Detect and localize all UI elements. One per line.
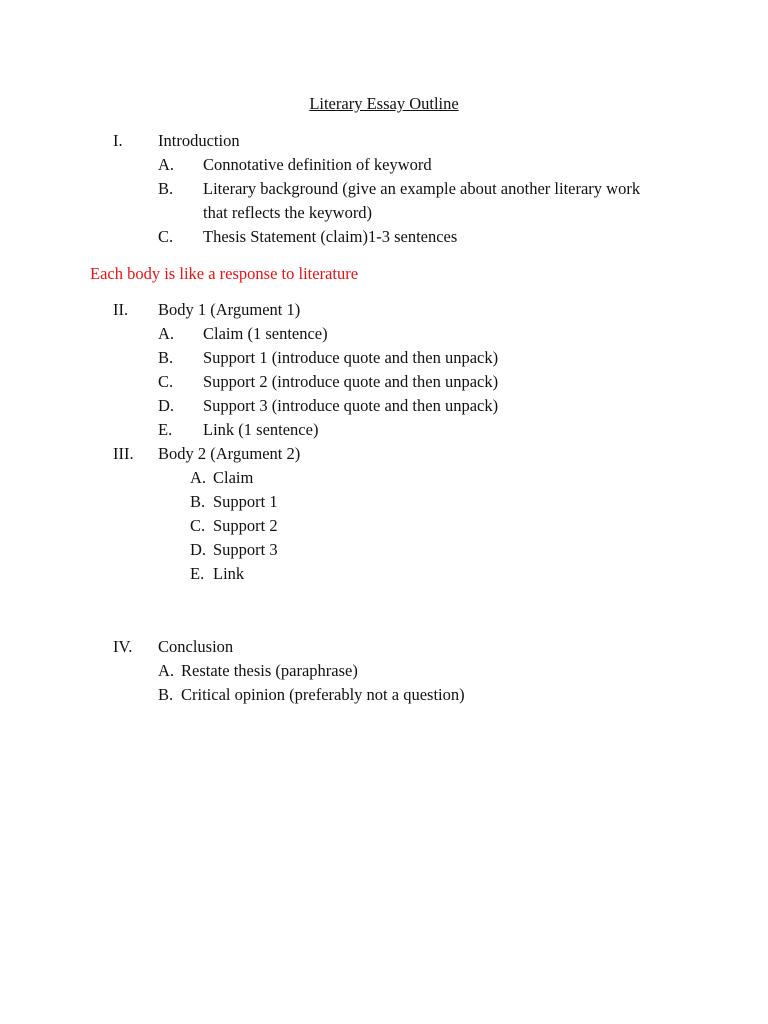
- item-label: E.: [190, 564, 205, 583]
- item-label: A.: [158, 324, 175, 343]
- item-label: D.: [190, 540, 207, 559]
- item-label: B.: [158, 179, 174, 198]
- item-label: D.: [158, 396, 175, 415]
- item-text: Thesis Statement (claim)1-3 sentences: [203, 227, 458, 246]
- item-label: C.: [158, 372, 174, 391]
- item-text: Support 3 (introduce quote and then unpack): [203, 396, 499, 415]
- section-numeral: IV.: [113, 637, 133, 656]
- section-heading: Body 1 (Argument 1): [158, 300, 301, 319]
- section-numeral: III.: [113, 444, 134, 463]
- item-text: Link (1 sentence): [203, 420, 319, 439]
- section-heading: Conclusion: [158, 637, 234, 656]
- item-label: C.: [158, 227, 174, 246]
- item-text: Support 3: [213, 540, 278, 559]
- item-text: Restate thesis (paraphrase): [181, 661, 358, 680]
- item-label: E.: [158, 420, 173, 439]
- item-text: Support 1 (introduce quote and then unpack): [203, 348, 499, 367]
- item-label: A.: [190, 468, 207, 487]
- item-text: Claim (1 sentence): [203, 324, 328, 343]
- item-text: Critical opinion (preferably not a question): [181, 685, 465, 704]
- item-text: Literary background (give an example about another literary work: [203, 179, 641, 198]
- item-text: Support 1: [213, 492, 278, 511]
- section-numeral: I.: [113, 131, 123, 150]
- item-text: Support 2: [213, 516, 278, 535]
- item-label: A.: [158, 661, 175, 680]
- document-title: Literary Essay Outline: [309, 94, 459, 113]
- item-text: Connotative definition of keyword: [203, 155, 432, 174]
- item-text-continued: that reflects the keyword): [203, 203, 373, 222]
- section-heading: Introduction: [158, 131, 240, 150]
- item-text: Support 2 (introduce quote and then unpack): [203, 372, 499, 391]
- item-label: B.: [158, 685, 174, 704]
- note-text: Each body is like a response to literature: [90, 264, 359, 283]
- item-label: C.: [190, 516, 206, 535]
- section-heading: Body 2 (Argument 2): [158, 444, 301, 463]
- item-label: B.: [190, 492, 206, 511]
- item-text: Claim: [213, 468, 254, 487]
- section-numeral: II.: [113, 300, 129, 319]
- item-label: B.: [158, 348, 174, 367]
- item-label: A.: [158, 155, 175, 174]
- item-text: Link: [213, 564, 245, 583]
